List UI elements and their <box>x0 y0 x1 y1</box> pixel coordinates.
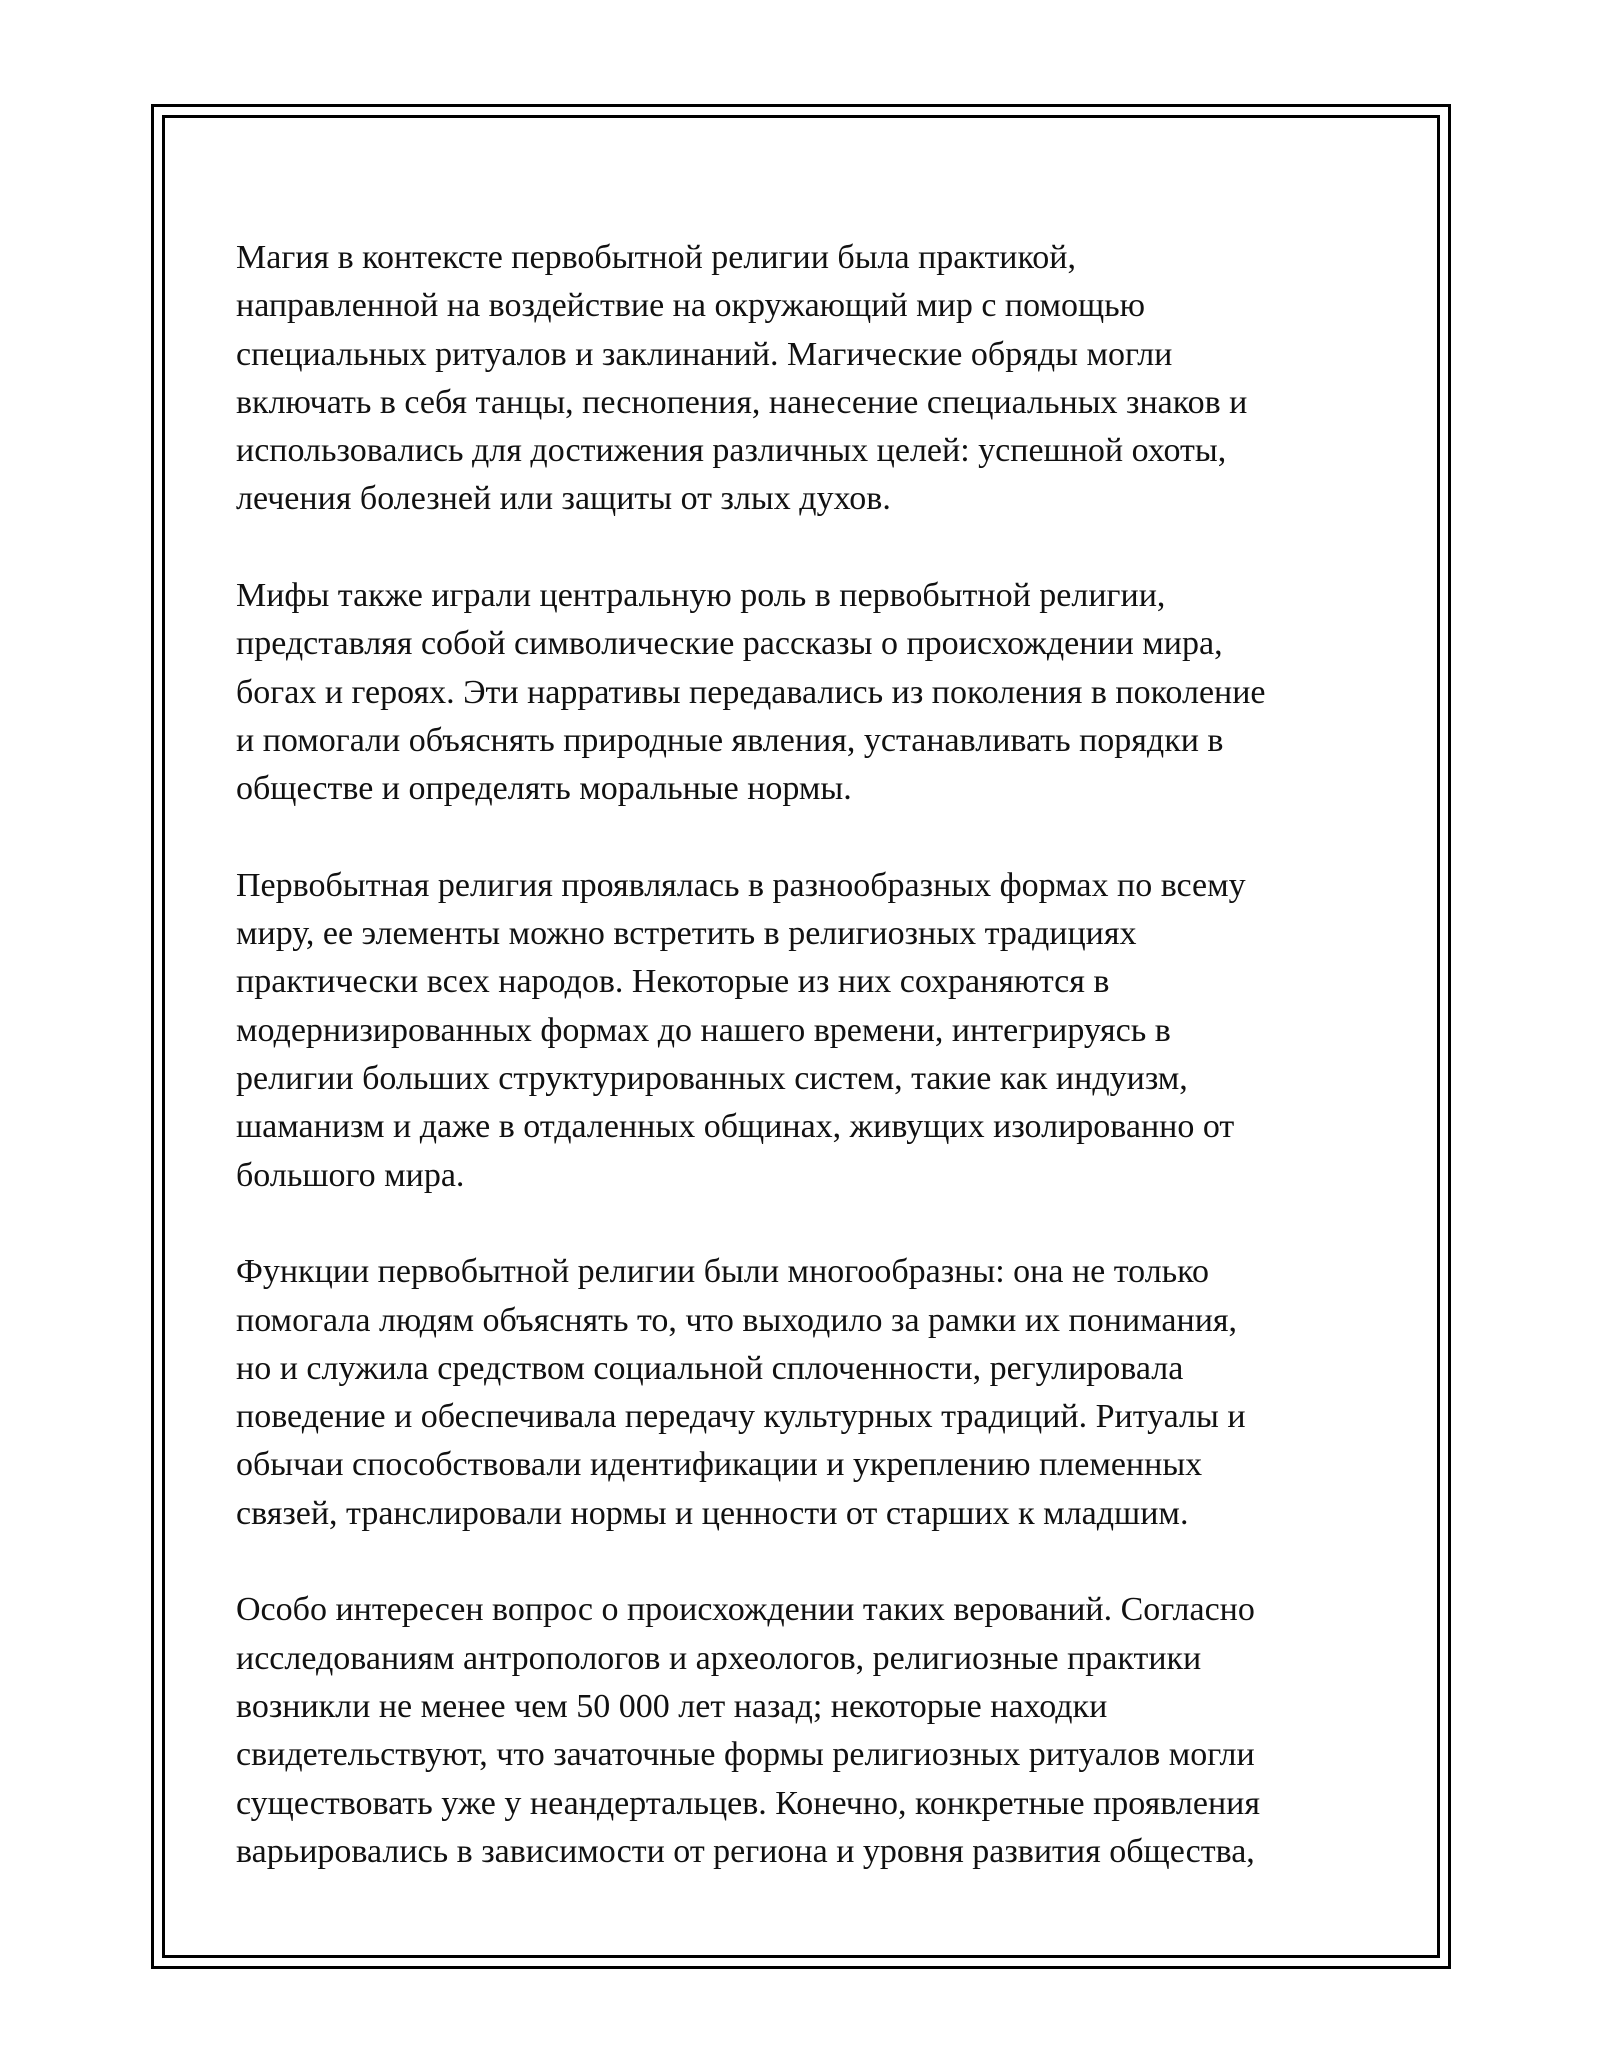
text-line: включать в себя танцы, песнопения, нанесение специальных знаков и <box>236 383 1248 421</box>
text-line: Мифы также играли центральную роль в первобытной религии, <box>236 577 1166 615</box>
text-line: обычаи способствовали идентификации и укреплению племенных <box>236 1446 1203 1484</box>
text-line: и помогали объяснять природные явления, устанавливать порядки в <box>236 721 1224 759</box>
paragraph-magic <box>236 234 1386 524</box>
text-line: обществе и определять моральные нормы. <box>236 770 852 808</box>
text-line: миру, ее элементы можно встретить в религиозных традициях <box>236 915 1137 953</box>
text-line: помогала людям объяснять то, что выходило за рамки их понимания, <box>236 1301 1238 1339</box>
text-line: поведение и обеспечивала передачу культурных традиций. Ритуалы и <box>236 1398 1246 1436</box>
paragraph-myths <box>236 572 1386 813</box>
text-line: богах и героях. Эти нарративы передавались из поколения в поколение <box>236 673 1266 711</box>
text-line: модернизированных формах до нашего времени, интегрируясь в <box>236 1011 1171 1049</box>
paragraph-functions <box>236 1248 1386 1538</box>
text-line: возникли не менее чем 50 000 лет назад; некоторые находки <box>236 1687 1108 1725</box>
text-line: Особо интересен вопрос о происхождении таких верований. Согласно <box>236 1591 1255 1629</box>
paragraph-origins <box>236 1586 1386 1876</box>
text-line: Функции первобытной религии были многообразны: она не только <box>236 1253 1209 1291</box>
paragraph-forms <box>236 862 1386 1200</box>
text-line: направленной на воздействие на окружающий мир с помощью <box>236 287 1146 325</box>
text-line: шаманизм и даже в отдаленных общинах, живущих изолированно от <box>236 1108 1235 1146</box>
text-line: свидетельствуют, что зачаточные формы религиозных ритуалов могли <box>236 1736 1255 1774</box>
text-line: большого мира. <box>236 1156 465 1194</box>
text-line: существовать уже у неандертальцев. Конечно, конкретные проявления <box>236 1784 1260 1822</box>
text-line: лечения болезней или защиты от злых духов. <box>236 480 891 518</box>
text-line: религии больших структурированных систем, такие как индуизм, <box>236 1060 1188 1098</box>
text-line: Магия в контексте первобытной религии была практикой, <box>236 239 1076 276</box>
text-line: но и служила средством социальной сплоченности, регулировала <box>236 1349 1184 1387</box>
text-line: связей, транслировали нормы и ценности от старших к младшим. <box>236 1494 1189 1532</box>
text-line: варьировались в зависимости от региона и уровня развития общества, <box>236 1832 1255 1870</box>
text-line: исследованиям антропологов и археологов, религиозные практики <box>236 1639 1202 1677</box>
text-line: использовались для достижения различных целей: успешной охоты, <box>236 432 1227 470</box>
text-line: Первобытная религия проявлялась в разнообразных формах по всему <box>236 866 1246 904</box>
text-line: представляя собой символические рассказы о происхождении мира, <box>236 625 1223 663</box>
text-line: практически всех народов. Некоторые из них сохраняются в <box>236 963 1110 1001</box>
text-line: специальных ритуалов и заклинаний. Магические обряды могли <box>236 335 1173 373</box>
document-body <box>236 234 1386 1924</box>
